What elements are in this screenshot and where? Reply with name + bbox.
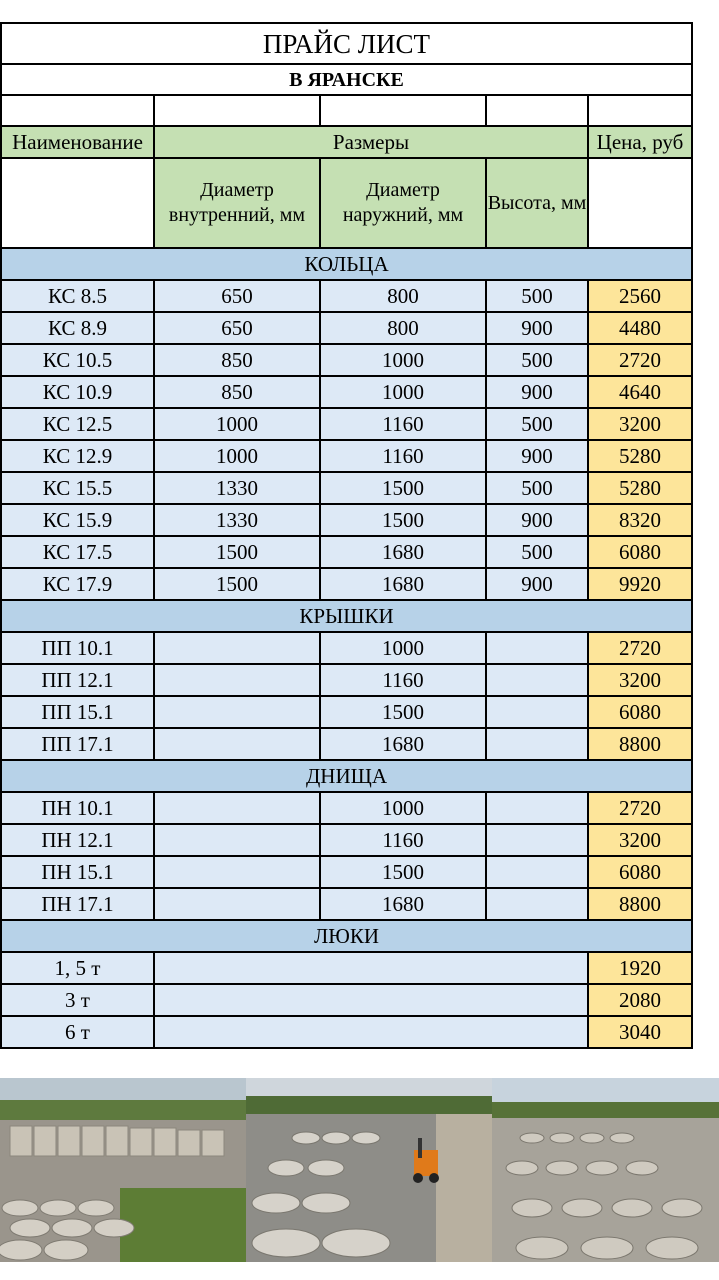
inner-diameter-cell: 650 (154, 312, 320, 344)
outer-diameter-cell: 800 (320, 280, 486, 312)
price-cell: 8800 (588, 888, 692, 920)
product-name-cell: КС 10.9 (1, 376, 154, 408)
outer-diameter-cell: 1160 (320, 824, 486, 856)
outer-diameter-cell: 1500 (320, 696, 486, 728)
table-row (1, 280, 692, 312)
table-row (1, 728, 692, 760)
table-row (1, 568, 692, 600)
height-cell: 900 (486, 504, 588, 536)
name-header: Наименование (1, 126, 154, 158)
price-cell: 3200 (588, 408, 692, 440)
inner-diameter-cell: 1500 (154, 536, 320, 568)
product-name-cell: КС 10.5 (1, 344, 154, 376)
empty-cell (320, 95, 486, 126)
empty-cell (588, 95, 692, 126)
product-name-cell: КС 8.5 (1, 280, 154, 312)
price-cell: 8800 (588, 728, 692, 760)
inner-diameter-cell (154, 824, 320, 856)
inner-diameter-cell: 1330 (154, 504, 320, 536)
product-name-cell: 3 т (1, 984, 154, 1016)
section-title: ДНИЩА (1, 760, 692, 792)
page-title: ПРАЙС ЛИСТ (1, 23, 692, 64)
outer-diameter-cell: 1000 (320, 792, 486, 824)
inner-diameter-cell (154, 792, 320, 824)
height-cell (486, 824, 588, 856)
height-cell (486, 856, 588, 888)
height-cell: 500 (486, 472, 588, 504)
empty-cell (1, 95, 154, 126)
height-cell (486, 792, 588, 824)
price-cell: 9920 (588, 568, 692, 600)
height-cell: 500 (486, 408, 588, 440)
height-cell (486, 632, 588, 664)
outer-diameter-cell: 1680 (320, 536, 486, 568)
inner-diameter-cell (154, 664, 320, 696)
table-row (1, 824, 692, 856)
product-photos (0, 1078, 719, 1262)
price-cell: 6080 (588, 856, 692, 888)
inner-diameter-cell (154, 728, 320, 760)
price-cell: 2720 (588, 344, 692, 376)
empty-cell (588, 158, 692, 248)
section-row (1, 760, 692, 792)
empty-cell (154, 1016, 588, 1048)
product-name-cell: КС 17.5 (1, 536, 154, 568)
product-name-cell: КС 12.9 (1, 440, 154, 472)
price-cell: 2080 (588, 984, 692, 1016)
product-name-cell: ПН 17.1 (1, 888, 154, 920)
photo-image (492, 1078, 719, 1262)
city-subtitle: В ЯРАНСКЕ (1, 64, 692, 95)
empty-cell (154, 984, 588, 1016)
price-cell: 5280 (588, 472, 692, 504)
outer-diameter-cell: 1000 (320, 344, 486, 376)
outer-diameter-cell: 1500 (320, 856, 486, 888)
inner-diameter-cell (154, 696, 320, 728)
inner-diameter-cell: 1000 (154, 408, 320, 440)
empty-cell (1, 158, 154, 248)
price-cell: 4480 (588, 312, 692, 344)
outer-diameter-cell: 800 (320, 312, 486, 344)
product-name-cell: КС 8.9 (1, 312, 154, 344)
empty-cell (486, 95, 588, 126)
table-row (1, 856, 692, 888)
outer-diameter-cell: 1160 (320, 408, 486, 440)
section-row (1, 248, 692, 280)
table-row (1, 696, 692, 728)
inner-diameter-cell (154, 632, 320, 664)
price-cell: 3200 (588, 664, 692, 696)
photo-image (0, 1078, 246, 1262)
outer-diameter-cell: 1500 (320, 504, 486, 536)
outer-diameter-cell: 1680 (320, 568, 486, 600)
table-row (1, 952, 692, 984)
price-cell: 6080 (588, 536, 692, 568)
inner-diameter-cell: 850 (154, 344, 320, 376)
price-cell: 8320 (588, 504, 692, 536)
table-row (1, 664, 692, 696)
section-title: КРЫШКИ (1, 600, 692, 632)
section-title: КОЛЬЦА (1, 248, 692, 280)
table-row (1, 536, 692, 568)
outer-diameter-cell: 1160 (320, 664, 486, 696)
product-name-cell: ПН 12.1 (1, 824, 154, 856)
table-row (1, 792, 692, 824)
price-header: Цена, руб (588, 126, 692, 158)
empty-cell (154, 95, 320, 126)
concrete-rings-stacks-photo (492, 1078, 719, 1262)
product-name-cell: КС 15.5 (1, 472, 154, 504)
table-row (1, 312, 692, 344)
inner-diameter-cell: 850 (154, 376, 320, 408)
height-cell (486, 664, 588, 696)
table-row (1, 440, 692, 472)
table-row (1, 376, 692, 408)
table-row (1, 984, 692, 1016)
outer-diameter-cell: 1000 (320, 376, 486, 408)
product-name-cell: ПП 10.1 (1, 632, 154, 664)
price-cell: 3040 (588, 1016, 692, 1048)
height-cell: 900 (486, 312, 588, 344)
height-cell: 900 (486, 376, 588, 408)
product-name-cell: ПП 15.1 (1, 696, 154, 728)
concrete-rings-yard-photo (0, 1078, 246, 1262)
product-name-cell: ПН 10.1 (1, 792, 154, 824)
outer-diameter-cell: 1680 (320, 888, 486, 920)
outer-diameter-cell: 1160 (320, 440, 486, 472)
price-cell: 2720 (588, 792, 692, 824)
concrete-rings-forklift-photo (246, 1078, 492, 1262)
outer-diameter-cell: 1000 (320, 632, 486, 664)
price-cell: 6080 (588, 696, 692, 728)
inner-diameter-cell: 650 (154, 280, 320, 312)
price-cell: 1920 (588, 952, 692, 984)
table-row (1, 632, 692, 664)
price-table (0, 22, 693, 1049)
sizes-header: Размеры (154, 126, 588, 158)
height-cell: 900 (486, 568, 588, 600)
price-cell: 3200 (588, 824, 692, 856)
table-row (1, 888, 692, 920)
height-cell (486, 888, 588, 920)
price-cell: 5280 (588, 440, 692, 472)
height-cell: 500 (486, 536, 588, 568)
section-row (1, 600, 692, 632)
price-cell: 2560 (588, 280, 692, 312)
outer-diameter-cell: 1680 (320, 728, 486, 760)
height-cell: 500 (486, 280, 588, 312)
height-header: Высота, мм (486, 158, 588, 248)
table-row (1, 1016, 692, 1048)
table-row (1, 504, 692, 536)
section-row (1, 920, 692, 952)
inner-diameter-cell: 1000 (154, 440, 320, 472)
product-name-cell: ПП 12.1 (1, 664, 154, 696)
price-cell: 4640 (588, 376, 692, 408)
product-name-cell: 6 т (1, 1016, 154, 1048)
table-row (1, 344, 692, 376)
price-cell: 2720 (588, 632, 692, 664)
product-name-cell: КС 17.9 (1, 568, 154, 600)
height-cell (486, 696, 588, 728)
product-name-cell: КС 15.9 (1, 504, 154, 536)
height-cell (486, 728, 588, 760)
inner-diameter-header: Диаметр внутренний, мм (154, 158, 320, 248)
empty-cell (154, 952, 588, 984)
section-title: ЛЮКИ (1, 920, 692, 952)
photo-image (246, 1078, 492, 1262)
product-name-cell: КС 12.5 (1, 408, 154, 440)
outer-diameter-header: Диаметр наружний, мм (320, 158, 486, 248)
inner-diameter-cell (154, 888, 320, 920)
table-row (1, 408, 692, 440)
product-name-cell: ПН 15.1 (1, 856, 154, 888)
height-cell: 500 (486, 344, 588, 376)
inner-diameter-cell: 1330 (154, 472, 320, 504)
inner-diameter-cell: 1500 (154, 568, 320, 600)
inner-diameter-cell (154, 856, 320, 888)
table-row (1, 472, 692, 504)
product-name-cell: ПП 17.1 (1, 728, 154, 760)
outer-diameter-cell: 1500 (320, 472, 486, 504)
product-name-cell: 1, 5 т (1, 952, 154, 984)
height-cell: 900 (486, 440, 588, 472)
